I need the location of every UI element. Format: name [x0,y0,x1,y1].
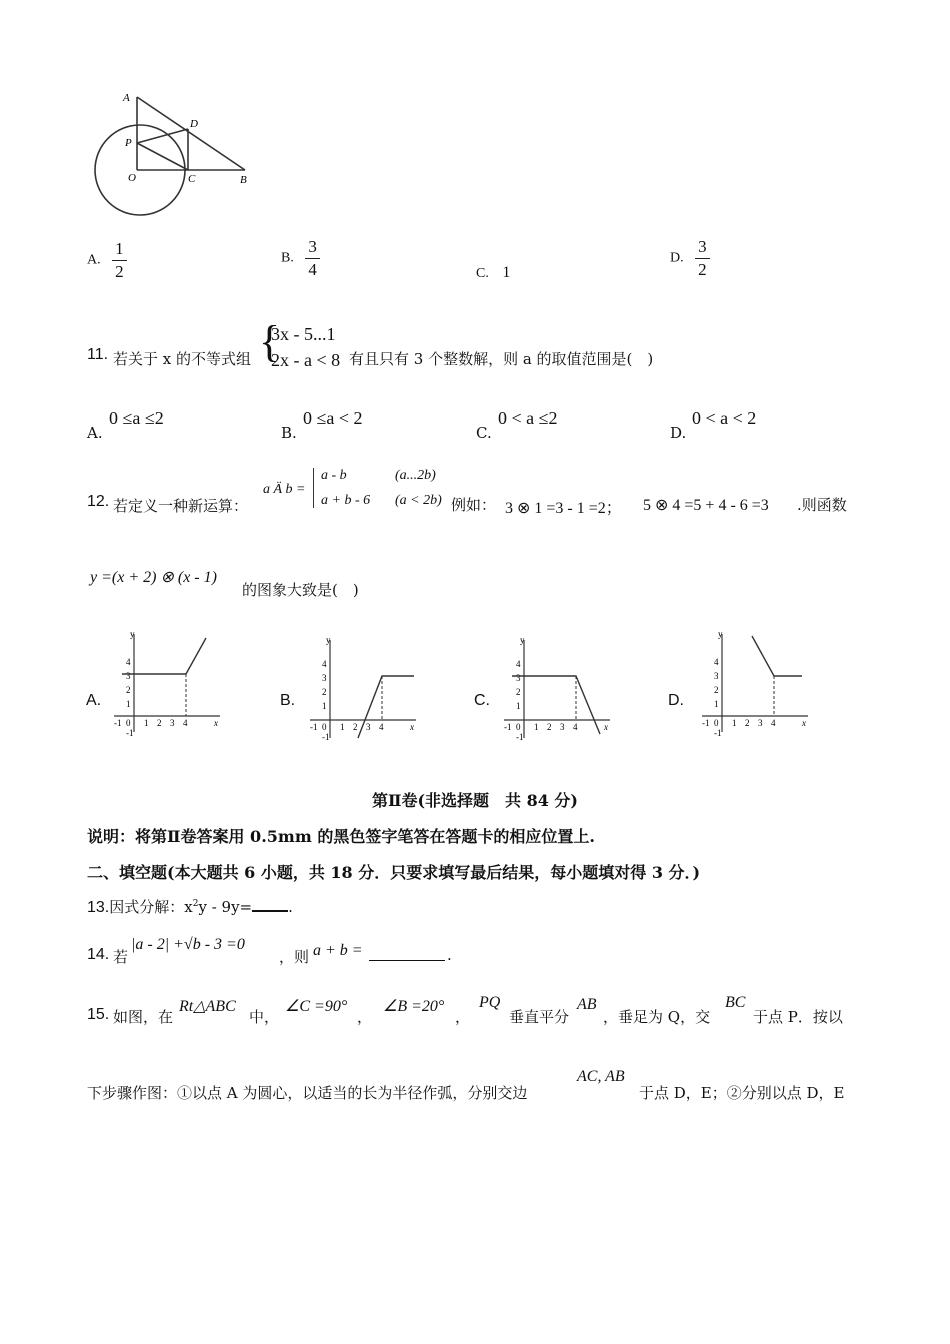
part2-title: 第Ⅱ卷(非选择题 共 84 分) [371,791,579,810]
condition-2: (a < 2b) [395,493,442,508]
label-c: C [188,173,196,185]
q12-graph-c[interactable] [496,634,616,744]
question-text: 若关于 x 的不等式组 [113,350,251,368]
svg-text:1: 1 [126,699,131,709]
svg-text:y: y [520,635,525,645]
label-a: A [123,92,130,104]
svg-text:3: 3 [322,673,327,683]
q10-option-d[interactable] [670,238,710,279]
question-number: 11. [87,346,109,363]
svg-text:y: y [130,629,135,639]
svg-text:4: 4 [573,722,578,732]
svg-text:2: 2 [353,722,358,732]
question-text: ， [357,1008,373,1026]
question-text: 若定义一种新运算： [113,497,249,515]
svg-text:1: 1 [732,718,737,728]
inequality-line-1: 3x - 5...1 [271,324,336,344]
svg-text:x: x [802,718,806,728]
svg-text:4: 4 [126,657,131,667]
math-expression: BC [725,994,746,1011]
example-2: 5 ⊗ 4 =5 + 4 - 6 =3 [643,497,769,514]
segment-pc [137,143,188,170]
svg-text:2: 2 [516,687,521,697]
svg-text:1: 1 [534,722,539,732]
q12-option-d-letter[interactable]: D. [668,692,684,709]
question-text: .则函数 [797,496,847,514]
question-text: 垂直平分 [509,1008,570,1026]
label-p: P [125,137,132,149]
svg-text:0: 0 [126,718,131,728]
svg-text:1: 1 [714,699,719,709]
svg-text:1: 1 [322,701,327,711]
question-number: 12. [87,493,110,510]
option-letter: D. [670,424,687,442]
question-number: 14. [87,946,110,963]
answer-blank[interactable] [252,896,288,912]
option-expression: 0 ≤a ≤2 [109,408,164,428]
exponent: 2 [192,899,199,909]
svg-text:-1: -1 [516,732,524,742]
svg-text:y: y [326,635,331,645]
fraction: $\frac{3}{2}$ [695,238,710,279]
svg-text:2: 2 [547,722,552,732]
q12-stem [87,466,877,516]
function-graph [512,676,600,734]
option-letter: C. [476,424,492,442]
case-1: a - b [321,468,347,483]
option-expression: 0 < a ≤2 [498,408,558,428]
label-d: D [190,118,198,130]
q15-line-2 [87,1066,867,1106]
question-number: 15. [87,1006,110,1023]
svg-text:2: 2 [745,718,750,728]
svg-text:1: 1 [516,701,521,711]
svg-text:x: x [214,718,218,728]
svg-text:4: 4 [322,659,327,669]
option-letter: C. [476,266,489,281]
q10-option-b[interactable] [281,238,320,279]
svg-text:-1: -1 [114,718,122,728]
segment-ab [137,97,245,170]
case-2: a + b - 6 [321,493,371,508]
q12-option-a-letter[interactable]: A. [86,692,102,709]
q10-option-c[interactable] [476,264,510,282]
svg-text:3: 3 [170,718,175,728]
question-text: 中， [249,1008,280,1026]
example-1: 3 ⊗ 1 =3 - 1 =2； [505,500,622,517]
function-graph [752,636,802,676]
svg-text:x: x [604,722,608,732]
math-expression: PQ [479,994,501,1011]
operation-definition: a Ä b = [263,482,306,497]
expression: a + b = [313,942,363,959]
condition-1: (a...2b) [395,468,436,483]
svg-text:4: 4 [714,657,719,667]
svg-text:2: 2 [322,687,327,697]
svg-text:4: 4 [379,722,384,732]
question-text: ，垂足为 Q，交 [603,1008,711,1026]
question-text: 于点 D，E；②分别以点 D，E [639,1084,845,1102]
option-expression: 0 ≤a < 2 [303,408,363,428]
question-text: 如图，在 [113,1008,174,1026]
part2-note: 说明：将第Ⅱ卷答案用 0.5mm 的黑色签字笔答在答题卡的相应位置上. [87,827,595,846]
svg-text:3: 3 [126,671,131,681]
svg-text:-1: -1 [702,718,710,728]
math-expression: ∠B =20° [383,998,445,1015]
math-expression: ∠C =90° [285,998,348,1015]
math-expression: AC, AB [577,1068,625,1085]
svg-text:0: 0 [714,718,719,728]
option-expression: 0 < a < 2 [692,408,757,428]
math-expression: Rt△ABC [179,998,236,1015]
question-text: ，则 [279,948,310,966]
svg-text:-1: -1 [126,728,134,738]
question-text: ， [455,1008,471,1026]
case-brace [313,468,315,508]
svg-text:4: 4 [516,659,521,669]
option-letter: A. [87,424,103,442]
question-text: 因式分解：x [109,898,193,916]
question-text: y - 9y= [198,898,253,916]
question-text: 例如： [451,496,497,514]
svg-text:2: 2 [126,685,131,695]
section-title: 二、填空题(本大题共 6 小题，共 18 分．只要求填写最后结果，每小题填对得 3 分．) [87,863,701,882]
system-brace: { [259,317,281,366]
fraction: $\frac{3}{4}$ [305,238,320,279]
option-letter: B. [281,424,297,442]
svg-text:1: 1 [340,722,345,732]
svg-text:2: 2 [157,718,162,728]
function-expression: y =(x + 2) ⊗ (x - 1) [90,569,217,586]
q12-graph-b[interactable] [302,634,422,744]
svg-text:4: 4 [183,718,188,728]
svg-text:3: 3 [758,718,763,728]
question-text: 的图象大致是( ) [242,581,359,599]
label-b: B [240,174,247,186]
fraction: $\frac{1}{2}$ [112,240,127,281]
option-letter: B. [281,250,294,266]
svg-text:x: x [410,722,414,732]
label-o: O [128,172,136,184]
inequality-line-2: 2x - a < 8 [271,350,341,370]
equation: |a - 2| +√b - 3 =0 [131,936,245,953]
q12-option-b-letter[interactable]: B. [280,692,296,709]
q12-graph-a[interactable] [106,628,226,738]
q12-graph-d[interactable] [694,628,814,738]
q10-geometry-figure [80,85,270,225]
q12-option-c-letter[interactable]: C. [474,692,490,709]
function-graph [122,638,206,674]
q10-option-a[interactable] [87,240,127,281]
question-text: 下步骤作图：①以点 A 为圆心，以适当的长为半径作弧，分别交边 [87,1084,528,1102]
option-letter: A. [87,252,101,268]
q13: 13.因式分解：$x^2y - 9y=$ . [87,898,293,916]
svg-text:-1: -1 [310,722,318,732]
svg-text:3: 3 [560,722,565,732]
svg-text:1: 1 [144,718,149,728]
svg-text:-1: -1 [714,728,722,738]
question-number: 13. [87,899,110,916]
option-letter: D. [670,250,684,266]
question-text: 若 [113,948,129,966]
answer-blank[interactable] [369,946,445,961]
svg-text:0: 0 [322,722,327,732]
svg-text:0: 0 [516,722,521,732]
math-expression: AB [577,996,597,1013]
q15-line-1 [87,994,867,1034]
svg-text:-1: -1 [322,732,330,742]
svg-text:3: 3 [366,722,371,732]
svg-text:-1: -1 [504,722,512,732]
question-text: 于点 P．按以 [753,1008,843,1026]
question-text: 有且只有 3 个整数解，则 a 的取值范围是( ) [349,350,654,368]
option-value: 1 [502,264,511,281]
svg-text:y: y [718,629,723,639]
svg-text:3: 3 [516,673,521,683]
svg-text:4: 4 [771,718,776,728]
svg-text:2: 2 [714,685,719,695]
svg-text:3: 3 [714,671,719,681]
